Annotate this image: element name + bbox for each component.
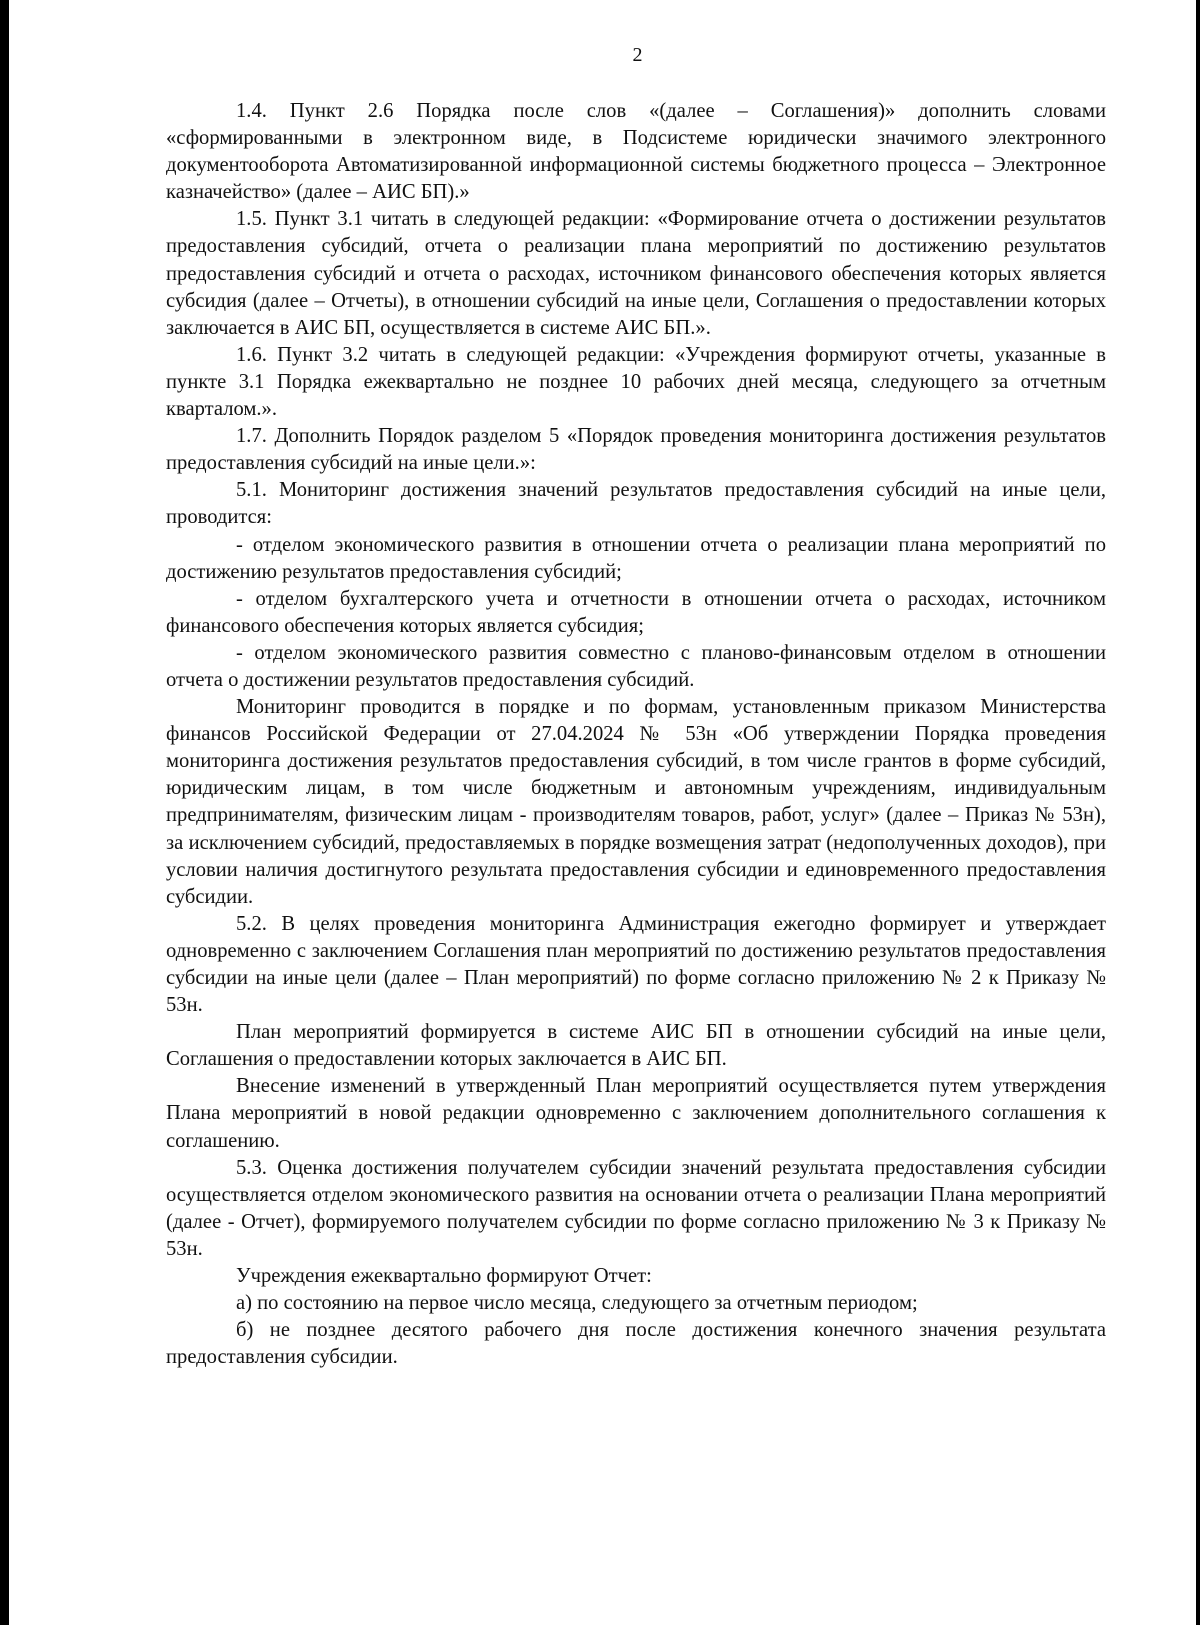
list-item-a: а) по состоянию на первое число месяца, следующего за отчетным периодом; <box>236 1292 918 1315</box>
scan-edge-left <box>0 0 9 1625</box>
paragraph-1-7: 1.7. Дополнить Порядок разделом 5 «Порядок проведения мониторинга достижения результатов предоставления субсидий на иные цели.»: <box>166 425 1106 475</box>
list-item-joint-depts: - отделом экономического развития совместно с планово-финансовым отделом в отношении отчета о достижении результатов предоставления субсидий. <box>166 641 1106 691</box>
paragraph-monitoring-procedure: Мониторинг проводится в порядке и по формам, установленным приказом Министерства финансов Российской Федерации от 27.04.2024 № 53н «Об утверждении Порядка проведения мониторинга достижения результатов предоставления субсидий, в том числе грантов в форме субсидий, юридическим лицам, в том числе бюджетным и автономным учреждениям, индивидуальным предпринимателям, физическим лицам - производителям товаров, работ, услуг» (далее – Приказ № 53н), за исключением субсидий, предоставляемых в порядке возмещения затрат (недополученных доходов), при условии наличия достигнутого результата предоставления субсидии и единовременного предоставления субсидии. <box>166 696 1106 908</box>
paragraph-1-6: 1.6. Пункт 3.2 читать в следующей редакции: «Учреждения формируют отчеты, указанные в пункте 3.1 Порядка ежеквартально не позднее 10 рабочих дней месяца, следующего за отчетным кварталом.». <box>166 343 1106 421</box>
paragraph-1-5: 1.5. Пункт 3.1 читать в следующей редакции: «Формирование отчета о достижении результатов предоставления субсидий, отчета о реализации плана мероприятий по достижению результатов предоставления субсидий и отчета о расходах, источником финансового обеспечения которых является субсидия (далее – Отчеты), в отношении субсидий на иные цели, Соглашения о предоставлении которых заключается в АИС БП, осуществляется в системе АИС БП.». <box>166 208 1106 339</box>
list-item-economic-dept: - отделом экономического развития в отношении отчета о реализации плана мероприятий по достижению результатов предоставления субсидий; <box>166 533 1106 583</box>
document-body <box>166 98 1106 1371</box>
paragraph-5-1: 5.1. Мониторинг достижения значений результатов предоставления субсидий на иные цели, проводится: <box>166 479 1106 529</box>
paragraph-quarterly-report: Учреждения ежеквартально формируют Отчет: <box>236 1265 652 1288</box>
paragraph-5-3: 5.3. Оценка достижения получателем субсидии значений результата предоставления субсидии осуществляется отделом экономического развития на основании отчета о реализации Плана мероприятий (далее - Отчет), формируемого получателем субсидии по форме согласно приложению № 3 к Приказу № 53н. <box>166 1156 1106 1260</box>
scan-edge-right <box>1196 0 1200 1625</box>
list-item-b: б) не позднее десятого рабочего дня после достижения конечного значения результата предоставления субсидии. <box>166 1319 1106 1369</box>
paragraph-1-4: 1.4. Пункт 2.6 Порядка после слов «(далее – Соглашения)» дополнить словами «сформированными в электронном виде, в Подсистеме юридически значимого электронного документооборота Автоматизированной информационной системы бюджетного процесса – Электронное казначейство» (далее – АИС БП).» <box>166 100 1106 204</box>
page-number: 2 <box>632 44 643 66</box>
paragraph-5-2: 5.2. В целях проведения мониторинга Администрация ежегодно формирует и утверждает одновременно с заключением Соглашения план мероприятий по достижению результатов предоставления субсидии на иные цели (далее – План мероприятий) по форме согласно приложению № 2 к Приказу № 53н. <box>166 912 1106 1017</box>
list-item-accounting-dept: - отделом бухгалтерского учета и отчетности в отношении отчета о расходах, источником финансового обеспечения которых является субсидия; <box>166 587 1106 637</box>
paragraph-plan-formation: План мероприятий формируется в системе АИС БП в отношении субсидий на иные цели, Соглашения о предоставлении которых заключается в АИС БП. <box>166 1021 1106 1071</box>
paragraph-plan-changes: Внесение изменений в утвержденный План мероприятий осуществляется путем утверждения Плана мероприятий в новой редакции одновременно с заключением дополнительного соглашения к соглашению. <box>166 1075 1106 1152</box>
